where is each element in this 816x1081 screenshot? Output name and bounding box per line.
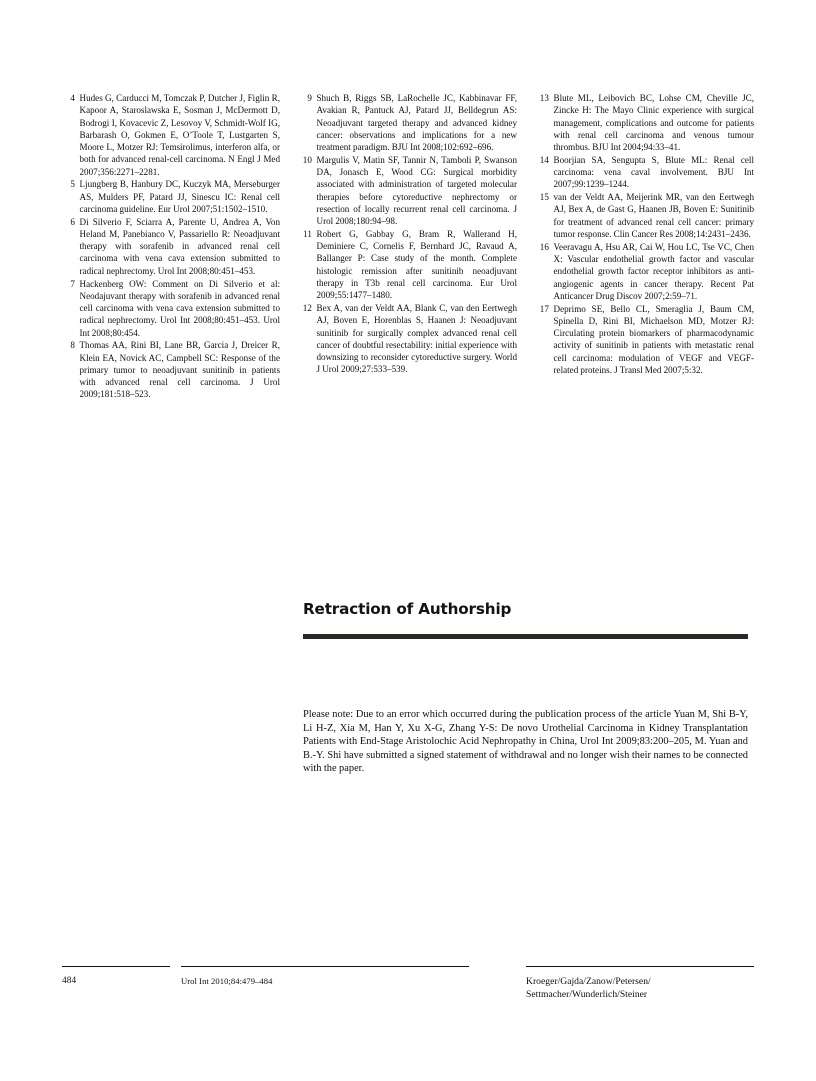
reference-text: Bex A, van der Veldt AA, Blank C, van den Eertwegh AJ, Boven E, Horenblas S, Haanen J: Neoadjuvant sunitinib for surgically complex advanced renal cell cancer of doubtful resectability: initial experience with downsizing to reconsider cytoreductive surgery. World J Urol 2009;27:533–539. bbox=[316, 303, 517, 375]
reference-entry bbox=[62, 278, 280, 339]
reference-entry bbox=[536, 191, 754, 240]
references-column-2 bbox=[299, 92, 517, 376]
reference-entry bbox=[299, 228, 517, 302]
reference-number: 17 bbox=[539, 303, 549, 314]
footer-author-line-2: Settmacher/Wunderlich/Steiner bbox=[526, 989, 648, 1001]
reference-text: Thomas AA, Rini BI, Lane BR, Garcia J, Dreicer R, Klein EA, Novick AC, Campbell SC: Response of the primary tumor to neoadjuvant sunitinib in patients with advanced renal cell carcinoma. J Urol 2009;181:518–523. bbox=[79, 340, 280, 400]
reference-number: 14 bbox=[539, 154, 549, 165]
references-column-3 bbox=[536, 92, 754, 377]
reference-number: 15 bbox=[539, 192, 549, 203]
retraction-body-text: Please note: Due to an error which occurred during the publication process of the article Yuan M, Shi B-Y, Li H-Z, Xia M, Han Y, Xu X-G, Zhang Y-S: De novo Urothelial Carcinoma in Kidney Transplantation Patients with End-Stage Aristolochic Acid Nephropathy in China, Urol Int 2009;83:200–205, M. Yuan and B.-Y. Shi have submitted a signed statement of withdrawal and no longer wish their names to be connected with the paper. bbox=[303, 709, 748, 775]
reference-entry bbox=[536, 241, 754, 302]
reference-text: Veeravagu A, Hsu AR, Cai W, Hou LC, Tse VC, Chen X: Vascular endothelial growth factor and vascular endothelial growth factor receptor inhibitors as anti-angiogenic agents in cancer therapy. Recent Pat Anticancer Drug Discov 2007;2:59–71. bbox=[553, 241, 754, 301]
reference-number: 11 bbox=[303, 228, 312, 239]
reference-text: Margulis V, Matin SF, Tannir N, Tamboli P, Swanson DA, Jonasch E, Wood CG: Surgical morbidity associated with administration of targeted molecular therapies before cytoreductive nephrectomy or resection of locally recurrent renal cell carcinoma. J Urol 2008;180:94–98. bbox=[316, 154, 517, 227]
reference-number: 10 bbox=[302, 154, 312, 165]
reference-text: Robert G, Gabbay G, Bram R, Wallerand H, Deminiere C, Cornelis F, Bernhard JC, Ravaud A, Ballanger P: Case study of the month. Complete histologic remission after sunitinib neoadjuvant therapy in T3b renal cell carcinoma. Eur Urol 2009;55:1477–1480. bbox=[316, 228, 517, 301]
reference-text: Di Silverio F, Sciarra A, Parente U, Andrea A, Von Heland M, Panebianco V, Passariello R: Neoadjuvant therapy with sorafenib in advanced renal cell carcinoma with vena cava extension submitted to radical nephrectomy. Urol Int 2008;80:451–453. bbox=[79, 216, 280, 276]
page-number: 484 bbox=[62, 976, 77, 986]
page-footer bbox=[62, 966, 754, 1026]
reference-number: 5 bbox=[70, 179, 75, 190]
reference-entry bbox=[62, 92, 280, 178]
footer-rule-right bbox=[526, 966, 754, 967]
reference-text: van der Veldt AA, Meijerink MR, van den Eertwegh AJ, Bex A, de Gast G, Haanen JB, Boven E: Sunitinib for treatment of advanced renal cell cancer: primary tumor response. Clin Cancer Res 2008;14:2431–2436. bbox=[553, 192, 754, 239]
references-column-1 bbox=[62, 92, 280, 401]
footer-author-line-1: Kroeger/Gajda/Zanow/Petersen/ bbox=[526, 976, 651, 987]
references-columns bbox=[62, 92, 754, 401]
reference-text: Ljungberg B, Hanbury DC, Kuczyk MA, Merseburger AS, Mulders PF, Patard JJ, Sinescu IC: Renal cell carcinoma guideline. Eur Urol 2007;51:1502–1510. bbox=[79, 179, 280, 214]
reference-number: 4 bbox=[70, 93, 75, 103]
footer-author-list bbox=[526, 975, 766, 1001]
reference-text: Deprimo SE, Bello CL, Smeraglia J, Baum CM, Spinella D, Rini BI, Michaelson MD, Motzer RJ: Circulating protein biomarkers of pharmacodynamic activity of sunitinib in patients with metastatic renal cell carcinoma: modulation of VEGF and VEGF-related proteins. J Transl Med 2007;5:32. bbox=[553, 303, 754, 375]
footer-journal-citation: Urol Int 2010;84:479–484 bbox=[181, 976, 273, 986]
reference-text: Shuch B, Riggs SB, LaRochelle JC, Kabbinavar FF, Avakian R, Pantuck AJ, Patard JJ, Belldegrun AS: Neoadjuvant targeted therapy and advanced kidney cancer: observations and implications for a new treatment paradigm. BJU Int 2008;102:692–696. bbox=[316, 93, 517, 152]
reference-number: 13 bbox=[539, 93, 549, 103]
reference-entry bbox=[536, 92, 754, 153]
reference-entry bbox=[536, 154, 754, 191]
reference-entry bbox=[62, 216, 280, 277]
reference-text: Boorjian SA, Sengupta S, Blute ML: Renal cell carcinoma: vena caval involvement. BJU Int 2007;99:1239–1244. bbox=[553, 154, 754, 190]
reference-entry bbox=[299, 302, 517, 376]
retraction-heading: Retraction of Authorship bbox=[303, 600, 512, 618]
footer-rule-left bbox=[62, 966, 170, 967]
reference-text: Blute ML, Leibovich BC, Lohse CM, Cheville JC, Zincke H: The Mayo Clinic experience with surgical management, complications and outcome for patients with renal cell carcinoma and venous tumour thrombus. BJU Int 2004;94:33–41. bbox=[553, 93, 754, 152]
references-section bbox=[62, 92, 754, 401]
retraction-section bbox=[303, 600, 748, 776]
reference-text: Hackenberg OW: Comment on Di Silverio et al: Neodajuvant therapy with sorafenib in advanced renal cell carcinoma with vena cava extension submitted to radical nephrectomy. Urol Int 2008;80:451–453. Urol Int 2008;80:454. bbox=[79, 278, 280, 338]
footer-rule-center bbox=[181, 966, 469, 967]
reference-entry bbox=[536, 303, 754, 377]
reference-entry bbox=[62, 339, 280, 400]
reference-entry bbox=[62, 178, 280, 215]
reference-entry bbox=[299, 92, 517, 153]
reference-number: 12 bbox=[302, 303, 312, 314]
retraction-divider bbox=[303, 634, 748, 639]
reference-text: Hudes G, Carducci M, Tomczak P, Dutcher J, Figlin R, Kapoor A, Staroslawska E, Sosman J, McDermott D, Bodrogi I, Kovacevic Z, Lesovoy V, Schmidt-Wolf IG, Barbarash O, Gokmen E, O’Toole T, Lustgarten S, Moore L, Motzer RJ: Temsirolimus, interferon alfa, or both for advanced renal-cell carcinoma. N Engl J Med 2007;356:2271–2281. bbox=[79, 93, 280, 177]
reference-number: 9 bbox=[307, 93, 312, 103]
reference-number: 16 bbox=[539, 241, 549, 252]
reference-number: 8 bbox=[70, 340, 75, 351]
reference-number: 6 bbox=[70, 216, 75, 227]
reference-entry bbox=[299, 154, 517, 228]
reference-number: 7 bbox=[70, 278, 75, 289]
